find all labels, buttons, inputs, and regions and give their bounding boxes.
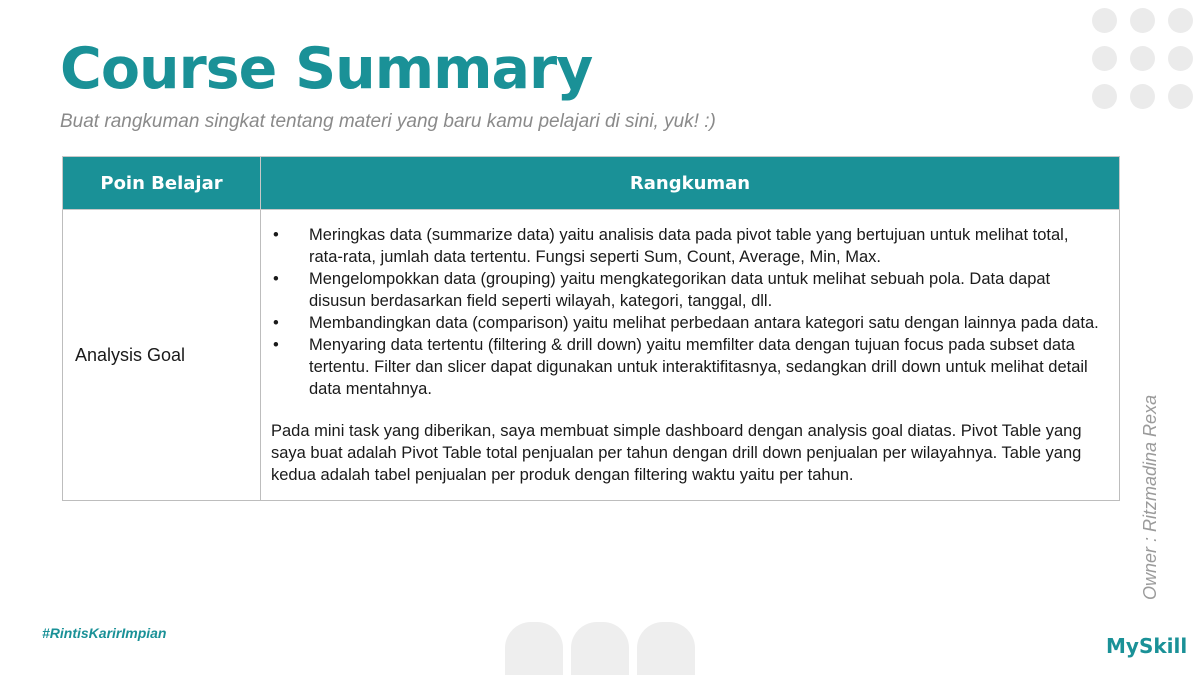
list-item-text: Meringkas data (summarize data) yaitu analisis data pada pivot table yang bertujuan untuk melihat total, rata-rata, jumlah data tertentu. Fungsi seperti Sum, Count, Average, Min, Max. [309,226,1069,266]
decorative-dot-grid [1092,8,1200,110]
decorative-dot [1168,46,1193,71]
decorative-dot [1092,84,1117,109]
decorative-dot [1092,8,1117,33]
decorative-dot [1130,8,1155,33]
decorative-tabs [505,622,695,675]
list-item [271,312,1103,334]
list-item [271,224,1103,268]
bullet-icon: • [273,270,279,288]
page-title: Course Summary [60,36,593,102]
decorative-tab [571,622,629,675]
decorative-tab [637,622,695,675]
summary-paragraph: Pada mini task yang diberikan, saya membuat simple dashboard dengan analysis goal diatas. Pivot Table yang saya buat adalah Pivot Table total penjualan per tahun dengan drill down penjualan per wilayahnya. Table yang kedua adalah tabel penjualan per produk dengan filtering waktu yaitu per tahun. [271,422,1082,484]
decorative-dot [1168,84,1193,109]
table-header-row [63,157,1120,210]
bullet-icon: • [273,314,279,332]
bullet-icon: • [273,336,279,354]
rangkuman-cell [261,210,1120,501]
list-item [271,334,1103,400]
summary-table [62,156,1120,501]
page-subtitle: Buat rangkuman singkat tentang materi yang baru kamu pelajari di sini, yuk! :) [60,111,716,132]
brand-logo: MySkill [1106,634,1188,658]
decorative-dot [1130,84,1155,109]
header-poin-belajar: Poin Belajar [63,157,261,210]
owner-credit: Owner : Ritzmadina Rexa [1140,394,1160,600]
bullet-list [271,224,1103,400]
poin-cell: Analysis Goal [63,210,261,501]
decorative-dot [1092,46,1117,71]
decorative-dot [1168,8,1193,33]
decorative-dot [1130,46,1155,71]
header-rangkuman: Rangkuman [261,157,1120,210]
hashtag-label: #RintisKarirImpian [42,625,167,641]
list-item-text: Membandingkan data (comparison) yaitu melihat perbedaan antara kategori satu dengan lainnya pada data. [309,314,1099,332]
list-item [271,268,1103,312]
decorative-tab [505,622,563,675]
table-row [63,210,1120,501]
list-item-text: Mengelompokkan data (grouping) yaitu mengkategorikan data untuk melihat sebuah pola. Data dapat disusun berdasarkan field seperti wilayah, kategori, tanggal, dll. [309,270,1051,310]
bullet-icon: • [273,226,279,244]
list-item-text: Menyaring data tertentu (filtering & drill down) yaitu memfilter data dengan tujuan focus pada subset data tertentu. Filter dan slicer dapat digunakan untuk interaktifitasnya, sedangkan drill down untuk melihat detail data mentahnya. [309,336,1088,398]
